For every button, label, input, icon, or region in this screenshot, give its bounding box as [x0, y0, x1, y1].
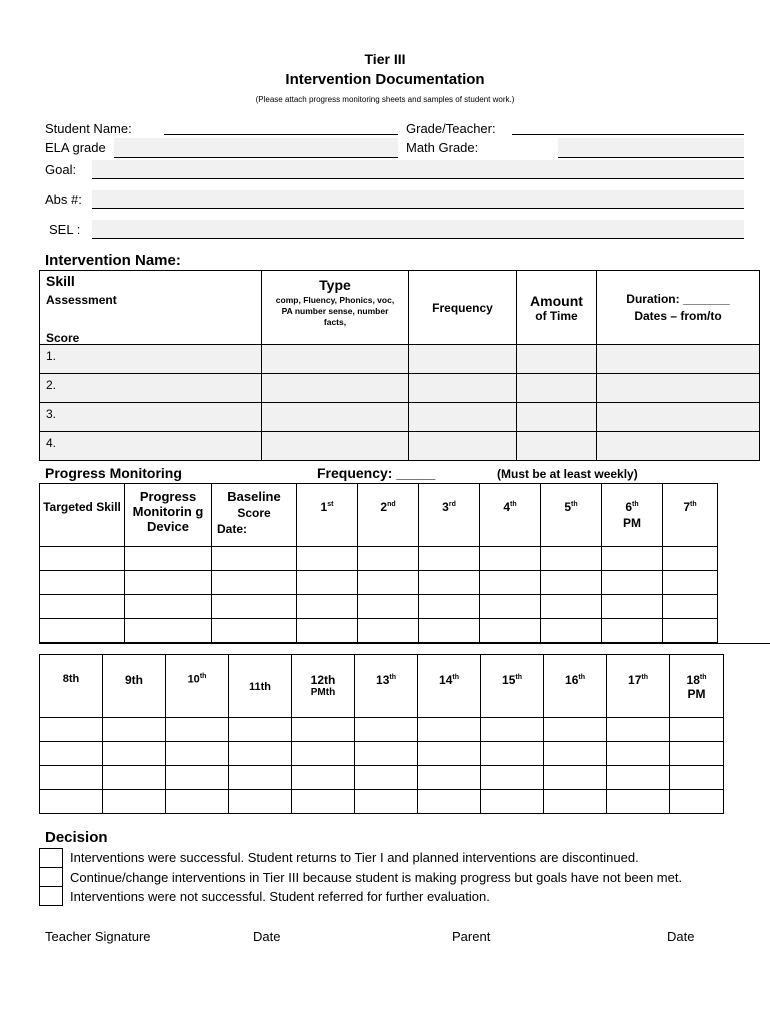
- week-header: 14th: [418, 655, 481, 718]
- grade-teacher-field[interactable]: [512, 134, 744, 135]
- decision-option-successful: Interventions were successful. Student returns to Tier I and planned interventions are discontinued.: [70, 850, 639, 865]
- progress-row: [40, 571, 718, 595]
- progress-table-1: [39, 483, 718, 643]
- week-header: 9th: [103, 655, 166, 718]
- pm-device-header: Progress Monitorin g Device: [125, 484, 212, 547]
- intervention-row: 4.: [40, 432, 760, 461]
- decision-heading: Decision: [45, 829, 108, 846]
- ela-grade-label: ELA grade: [45, 140, 106, 155]
- week-header: 11th: [229, 655, 292, 718]
- week-header: 2nd: [358, 484, 419, 547]
- week-header: 1st: [297, 484, 358, 547]
- student-name-field[interactable]: [164, 134, 398, 135]
- progress-row: [40, 619, 718, 643]
- week-header: 15th: [481, 655, 544, 718]
- progress-table-2: [39, 654, 724, 814]
- week-header: 7th: [663, 484, 718, 547]
- intervention-row: 3.: [40, 403, 760, 432]
- abs-field[interactable]: [92, 190, 744, 208]
- goal-field[interactable]: [92, 160, 744, 178]
- decision-checkbox-successful[interactable]: [39, 848, 63, 868]
- grade-teacher-label: Grade/Teacher:: [406, 121, 496, 136]
- intervention-row: 1.: [40, 345, 760, 374]
- targeted-skill-header: Targeted Skill: [40, 484, 125, 547]
- student-name-label: Student Name:: [45, 121, 132, 136]
- week-header: 10th: [166, 655, 229, 718]
- decision-option-referred: Interventions were not successful. Student referred for further evaluation.: [70, 889, 490, 904]
- decision-checkbox-continue[interactable]: [39, 867, 63, 887]
- progress-row: [40, 718, 724, 742]
- sel-field[interactable]: [92, 220, 744, 238]
- week-header: 12th PMth: [292, 655, 355, 718]
- math-grade-field[interactable]: [558, 138, 744, 157]
- sel-label: SEL :: [49, 222, 81, 237]
- frequency-header: Frequency: [409, 271, 517, 345]
- progress-row: [40, 766, 724, 790]
- baseline-header: Baseline Score Date:: [212, 484, 297, 547]
- page-subtitle: Intervention Documentation: [285, 71, 485, 88]
- attach-note: (Please attach progress monitoring sheets and samples of student work.): [255, 95, 515, 104]
- week-header: 13th: [355, 655, 418, 718]
- week-header: 5th: [541, 484, 602, 547]
- duration-header: Duration: _______ Dates – from/to: [597, 271, 760, 345]
- amount-header: Amount of Time: [517, 271, 597, 345]
- week-header: 6th PM: [602, 484, 663, 547]
- intervention-row: 2.: [40, 374, 760, 403]
- progress-row: [40, 595, 718, 619]
- skill-header: Skill Assessment Score: [40, 271, 262, 345]
- math-grade-label: Math Grade:: [406, 140, 479, 155]
- decision-checkbox-referred[interactable]: [39, 886, 63, 906]
- progress-row: [40, 742, 724, 766]
- progress-frequency: Frequency: _____: [317, 465, 436, 481]
- week-header: 4th: [480, 484, 541, 547]
- ela-grade-field[interactable]: [114, 138, 398, 157]
- week-header: 18th PM: [670, 655, 724, 718]
- teacher-date-label: Date: [253, 929, 281, 944]
- parent-date-label: Date: [667, 929, 695, 944]
- week-header: 8th: [40, 655, 103, 718]
- intervention-heading: Intervention Name:: [45, 252, 181, 269]
- parent-label: Parent: [452, 929, 491, 944]
- progress-row: [40, 547, 718, 571]
- week-header: 16th: [544, 655, 607, 718]
- progress-row: [40, 790, 724, 814]
- week-header: 3rd: [419, 484, 480, 547]
- teacher-signature-label: Teacher Signature: [45, 929, 151, 944]
- week-header: 17th: [607, 655, 670, 718]
- abs-label: Abs #:: [45, 192, 82, 207]
- weekly-note: (Must be at least weekly): [497, 467, 638, 481]
- goal-label: Goal:: [45, 162, 77, 177]
- type-header: Type comp, Fluency, Phonics, voc, PA number sense, number facts,: [262, 271, 409, 345]
- intervention-table: [39, 270, 760, 461]
- decision-option-continue: Continue/change interventions in Tier III because student is making progress but goals have not been met.: [70, 870, 683, 885]
- progress-heading: Progress Monitoring: [45, 465, 182, 481]
- page-title: Tier III: [364, 51, 406, 67]
